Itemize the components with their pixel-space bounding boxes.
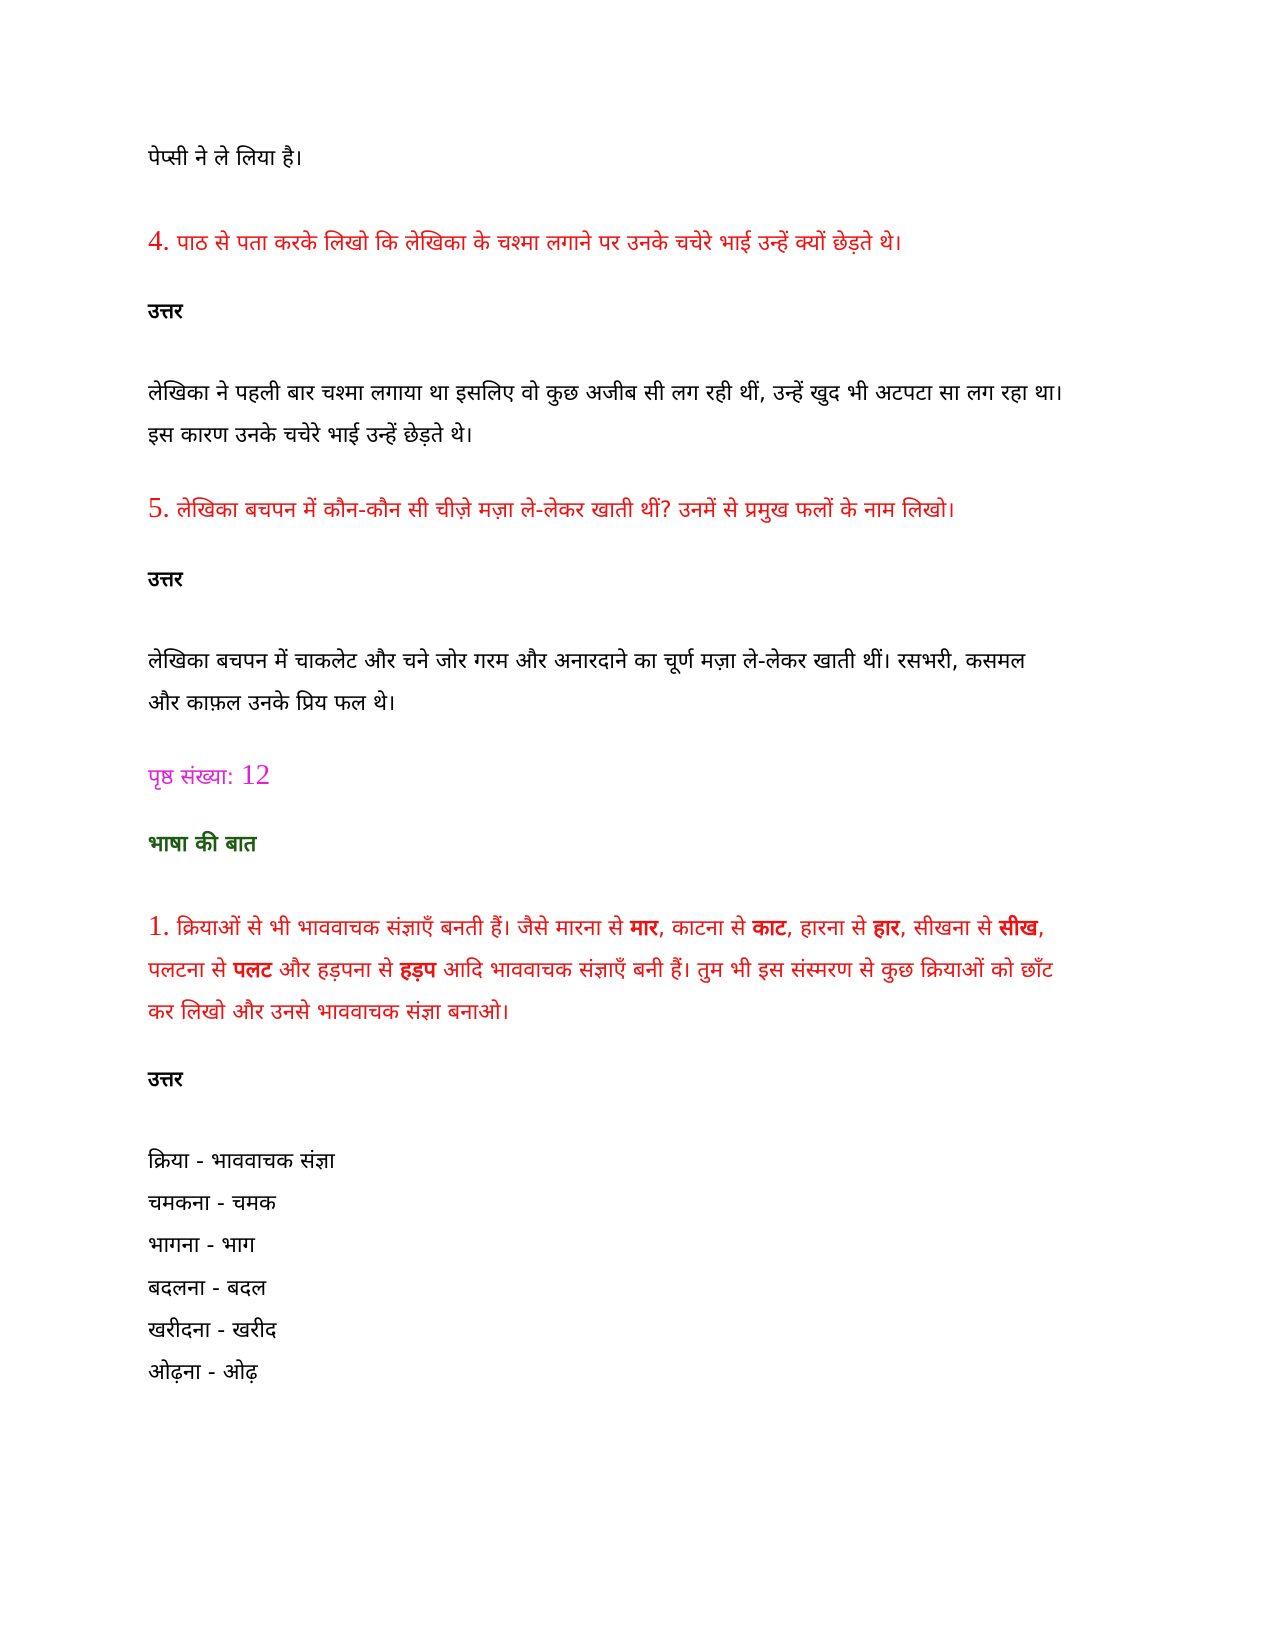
question-text-segment: , काटना से: [658, 916, 753, 941]
page-number-value: 12: [241, 759, 271, 791]
question-4-text: पाठ से पता करके लिखो कि लेखिका के चश्मा लगाने पर उनके चचेरे भाई उन्हें क्यों छेड़ते थे।: [176, 231, 902, 256]
section-title: भाषा की बात: [148, 832, 257, 857]
question-text-segment: , पलटना से: [148, 916, 1045, 983]
language-answer-1-label: उत्तर: [148, 1067, 183, 1091]
page-number-label: पृष्ठ संख्या:: [148, 765, 235, 790]
question-text-segment: क्रियाओं से भी भाववाचक संज्ञाएँ बनती हैं। जैसे मारना से: [176, 916, 631, 941]
question-5: [148, 487, 955, 532]
answer-4-text: लेखिका ने पहली बार चश्मा लगाया था इसलिए वो कुछ अजीब सी लग रही थीं, उन्हें खुद भी अटपटा सा लग रहा था। इस कारण उनके चचेरे भाई उन्हें छेड़ते थे।: [148, 381, 1063, 448]
intro-line: पेप्सी ने ले लिया है।: [148, 146, 303, 171]
list-item: बदलना - बदल: [148, 1276, 267, 1301]
answer-5-label: उत्तर: [148, 567, 183, 591]
highlight-word: हड़प: [400, 958, 436, 983]
list-item: क्रिया - भाववाचक संज्ञा: [148, 1149, 335, 1174]
highlight-word: मार: [630, 916, 659, 941]
list-item: चमकना - चमक: [148, 1191, 276, 1216]
highlight-word: पलट: [233, 958, 272, 983]
page-number: [148, 754, 270, 799]
list-item: भागना - भाग: [148, 1233, 255, 1258]
question-4: [148, 220, 902, 265]
language-question-1: [148, 905, 1078, 1034]
document-page: [148, 0, 1128, 1650]
list-item: ओढ़ना - ओढ़: [148, 1360, 258, 1385]
highlight-word: सीख: [999, 916, 1038, 941]
question-text-segment: और हड़पना से: [271, 958, 401, 983]
language-question-1-number: 1.: [148, 910, 170, 942]
question-text-segment: , सीखना से: [899, 916, 999, 941]
answer-4-label: उत्तर: [148, 299, 183, 323]
question-4-number: 4.: [148, 225, 170, 257]
question-text-segment: आदि भाववाचक संज्ञाएँ बनी हैं। तुम भी इस संस्मरण से कुछ क्रियाओं को छाँट कर लिखो और उनसे भाववाचक संज्ञा बनाओ।: [148, 958, 1053, 1025]
highlight-word: काट: [752, 916, 787, 941]
answer-5-text: लेखिका बचपन में चाकलेट और चने जोर गरम और अनारदाने का चूर्ण मज़ा ले-लेकर खाती थीं। रसभरी, कसमल और काफ़ल उनके प्रिय फल थे।: [148, 649, 1026, 716]
highlight-word: हार: [873, 916, 900, 941]
question-5-text: लेखिका बचपन में कौन-कौन सी चीज़े मज़ा ले-लेकर खाती थीं? उनमें से प्रमुख फलों के नाम लिखो।: [176, 498, 955, 523]
question-text-segment: , हारना से: [786, 916, 874, 941]
question-5-number: 5.: [148, 492, 170, 524]
list-item: खरीदना - खरीद: [148, 1318, 277, 1343]
